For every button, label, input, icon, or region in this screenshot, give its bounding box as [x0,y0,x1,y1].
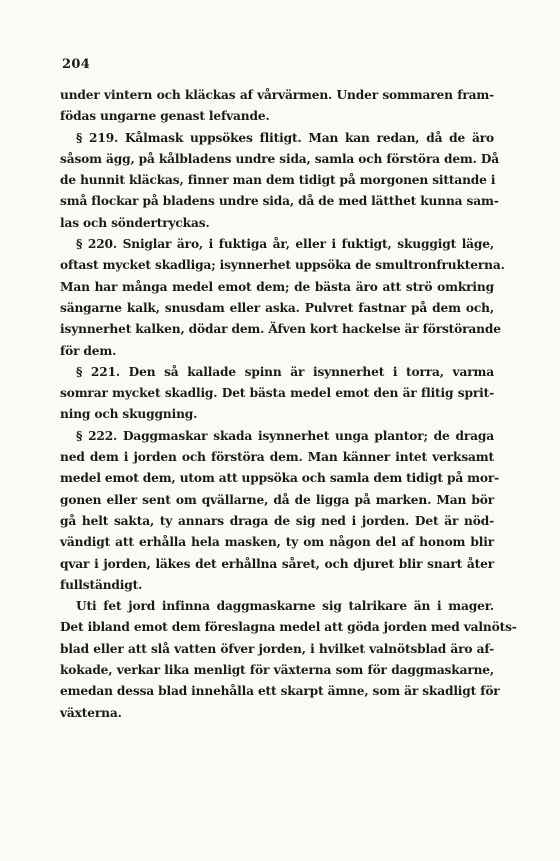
text-line: oftast mycket skadliga; isynnerhet uppsöka de smultronfrukterna. [60,258,505,273]
paragraph [60,426,500,596]
text-line: för dem. [60,343,117,358]
paragraph [60,234,505,362]
text-line: födas ungarne genast lefvande. [60,109,270,124]
paragraph [60,362,494,426]
text-line: de hunnit kläckas, finner man dem tidigt på morgonen sittande i [60,173,496,188]
text-line: isynnerhet kalken, dödar dem. Äfven kort hackelse är förstörande [60,322,501,337]
paragraph [60,128,500,234]
paragraph [60,85,494,128]
text-line: las och söndertryckas. [60,215,210,230]
text-line: Det ibland emot dem föreslagna medel att göda jorden med valnöts- [60,620,517,635]
text-line: ned dem i jorden och förstöra dem. Man känner intet verksamt [60,450,494,465]
text-line: under vintern och kläckas af vårvärmen. Under sommaren fram- [60,88,494,102]
text-line: kokade, verkar lika menligt för växterna som för daggmaskarne, [60,663,494,678]
text-line: sängarne kalk, snusdam eller aska. Pulvret fastnar på dem och, [60,300,494,315]
paragraph [60,596,517,724]
text-line: qvar i jorden, läkes det erhållna såret, och djuret blir snart åter [60,556,494,571]
text-line: växterna. [60,705,122,720]
text-line: små flockar på bladens undre sida, då de med lätthet kunna sam- [60,194,499,209]
text-line: § 220. Sniglar äro, i fuktiga år, eller i fuktigt, skuggigt läge, [76,237,494,252]
text-line: Uti fet jord infinna daggmaskarne sig talrikare än i mager. [76,599,494,614]
text-line: såsom ägg, på kålbladens undre sida, samla och förstöra dem. Då [60,151,500,166]
text-line: emedan dessa blad innehålla ett skarpt ämne, som är skadligt för [60,684,500,699]
page-number: 204 [62,57,91,72]
text-line: ning och skuggning. [60,407,198,422]
text-line: blad eller att slå vatten öfver jorden, i hvilket valnötsblad äro af- [60,641,494,656]
text-line: § 221. Den så kallade spinn är isynnerhet i torra, varma [76,364,494,379]
text-line: gonen eller sent om qvällarne, då de ligga på marken. Man bör [60,492,494,507]
text-line: vändigt att erhålla hela masken, ty om någon del af honom blir [60,535,494,550]
text-line: medel emot dem, utom att uppsöka och samla dem tidigt på mor- [60,471,500,486]
text-line: § 222. Daggmaskar skada isynnerhet unga plantor; de draga [76,428,494,443]
text-line: fullständigt. [60,577,143,592]
text-line: Man har många medel emot dem; de bästa äro att strö omkring [60,279,494,294]
text-line: gå helt sakta, ty annars draga de sig ned i jorden. Det är nöd- [60,513,494,528]
body-text [60,85,517,724]
text-line: somrar mycket skadlig. Det bästa medel emot den är flitig sprit- [60,386,494,401]
text-line: § 219. Kålmask uppsökes flitigt. Man kan redan, då de äro [76,130,494,145]
